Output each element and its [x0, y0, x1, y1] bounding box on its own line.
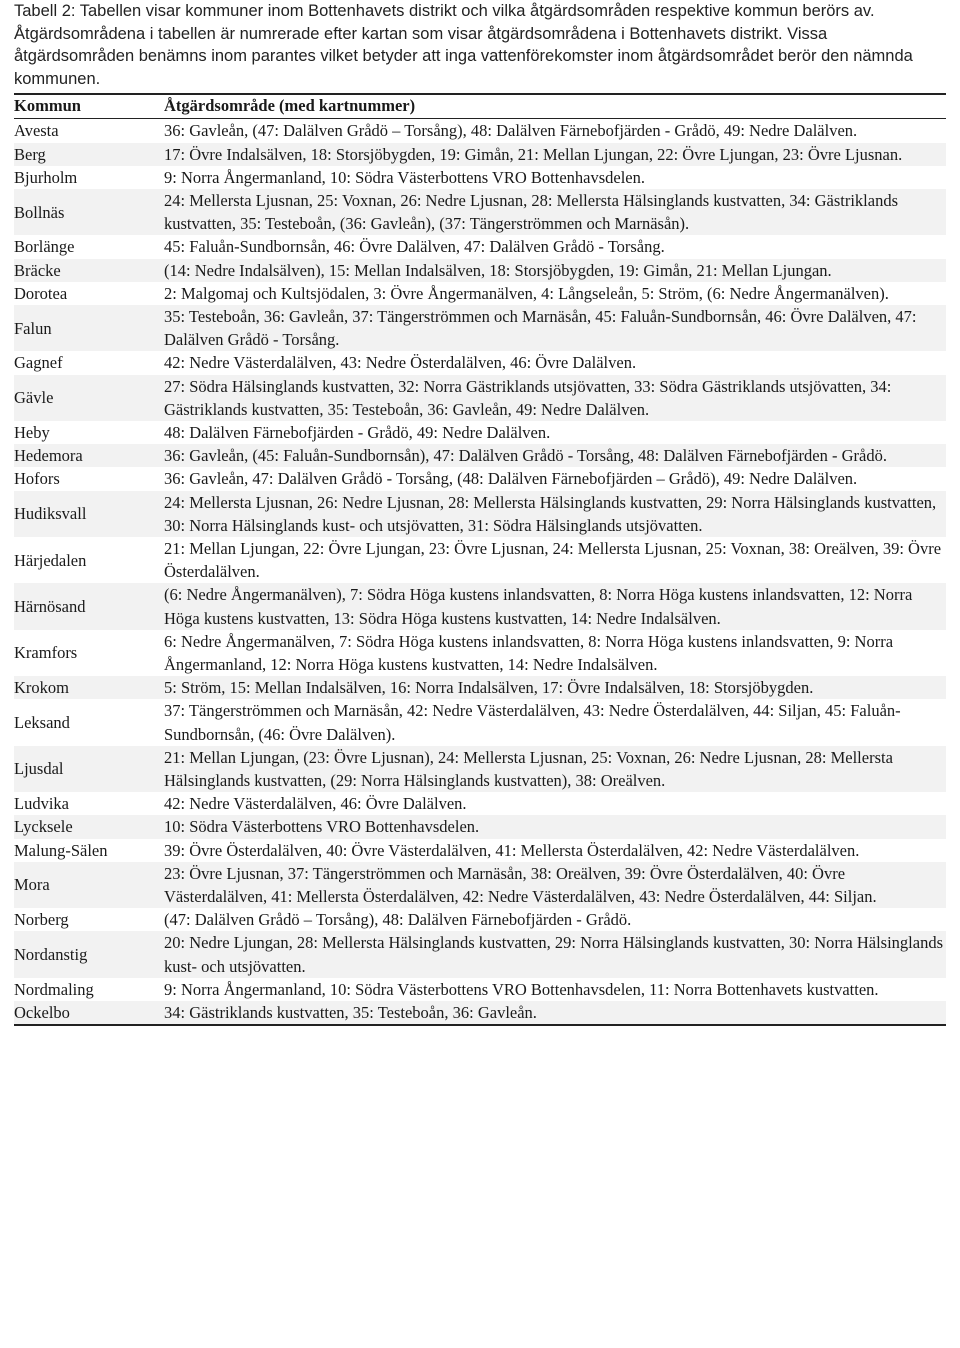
table-row	[14, 235, 946, 258]
atgardsomrade-cell: 37: Tängerströmmen och Marnäsån, 42: Nedre Västerdalälven, 43: Nedre Österdalälven, 44: Siljan, 45: Faluån-Sundbornsån, (46: Övre Dalälven).	[164, 701, 901, 744]
kommun-cell: Kramfors	[14, 643, 78, 663]
atgardsomrade-cell: 9: Norra Ångermanland, 10: Södra Västerbottens VRO Bottenhavsdelen, 11: Norra Bottenhavets kustvatten.	[164, 979, 879, 999]
kommun-cell: Leksand	[14, 713, 70, 733]
atgardsomrade-cell: 35: Testeboån, 36: Gavleån, 37: Tängerströmmen och Marnäsån, 45: Faluån-Sundbornsån, 46: Övre Dalälven, 47: Dalälven Grådö - Torsång.	[164, 305, 946, 351]
table-row	[14, 978, 946, 1001]
table-header-row	[14, 94, 946, 119]
table-row	[14, 931, 946, 977]
kommun-cell: Gävle	[14, 375, 164, 421]
kommun-cell: Mora	[14, 862, 164, 908]
atgardsomrade-cell: 24: Mellersta Ljusnan, 25: Voxnan, 26: Nedre Ljusnan, 28: Mellersta Hälsinglands kustvatten, 34: Gästriklands kustvatten, 35: Testeboån, (36: Gavleån), (37: Tängerströmmen och Marnäsån).	[164, 189, 946, 235]
kommun-cell: Borlänge	[14, 237, 75, 257]
table-row	[14, 699, 946, 745]
atgardsomrade-cell: 39: Övre Österdalälven, 40: Övre Västerdalälven, 41: Mellersta Österdalälven, 42: Nedre Västerdalälven.	[164, 840, 860, 860]
kommun-cell: Heby	[14, 423, 50, 443]
atgardsomrade-cell: 21: Mellan Ljungan, (23: Övre Ljusnan), 24: Mellersta Ljusnan, 25: Voxnan, 26: Nedre Ljusnan, 28: Mellersta Hälsinglands kustvatten, (29: Norra Hälsinglands kustvatten), 38: Oreälven.	[164, 746, 946, 792]
kommun-cell: Härjedalen	[14, 550, 87, 570]
atgardsomrade-cell: (6: Nedre Ångermanälven), 7: Södra Höga kustens inlandsvatten, 8: Norra Höga kustens inlandsvatten, 12: Norra Höga kustens kustvatten, 13: Södra Höga kustens kustvatten, 14: Nedre Indalsälven.	[164, 583, 946, 629]
kommun-cell: Nordmaling	[14, 979, 94, 999]
atgardsomrade-cell: 10: Södra Västerbottens VRO Bottenhavsdelen.	[164, 815, 946, 838]
kommun-cell: Berg	[14, 143, 164, 166]
atgardsomrade-cell: 45: Faluån-Sundbornsån, 46: Övre Dalälven, 47: Dalälven Grådö - Torsång.	[164, 237, 665, 257]
table-row	[14, 491, 946, 537]
table-row	[14, 537, 946, 583]
atgardsomrade-cell: 21: Mellan Ljungan, 22: Övre Ljungan, 23: Övre Ljusnan, 24: Mellersta Ljusnan, 25: Voxnan, 38: Oreälven, 39: Övre Österdalälven.	[164, 539, 942, 582]
kommun-table	[14, 93, 946, 1026]
table-row	[14, 166, 946, 189]
atgardsomrade-cell: 42: Nedre Västerdalälven, 46: Övre Dalälven.	[164, 794, 467, 814]
atgardsomrade-cell: (47: Dalälven Grådö – Torsång), 48: Dalälven Färnebofjärden - Grådö.	[164, 910, 632, 930]
kommun-cell: Lycksele	[14, 815, 164, 838]
atgardsomrade-cell: 9: Norra Ångermanland, 10: Södra Västerbottens VRO Bottenhavsdelen.	[164, 167, 646, 187]
kommun-cell: Härnösand	[14, 583, 164, 629]
atgardsomrade-cell: 5: Ström, 15: Mellan Indalsälven, 16: Norra Indalsälven, 17: Övre Indalsälven, 18: Storsjöbygden.	[164, 676, 946, 699]
kommun-cell: Ljusdal	[14, 746, 164, 792]
atgardsomrade-cell: (14: Nedre Indalsälven), 15: Mellan Indalsälven, 18: Storsjöbygden, 19: Gimån, 21: Mellan Ljungan.	[164, 259, 946, 282]
table-row	[14, 839, 946, 862]
table-row	[14, 467, 946, 490]
atgardsomrade-cell: 20: Nedre Ljungan, 28: Mellersta Hälsinglands kustvatten, 29: Norra Hälsinglands kustvatten, 30: Norra Hälsinglands kust- och utsjövatten.	[164, 931, 946, 977]
atgardsomrade-cell: 48: Dalälven Färnebofjärden - Grådö, 49: Nedre Dalälven.	[164, 423, 551, 443]
kommun-cell: Bräcke	[14, 259, 164, 282]
kommun-cell: Avesta	[14, 121, 59, 141]
kommun-cell: Nordanstig	[14, 931, 164, 977]
table-row	[14, 746, 946, 792]
table-row	[14, 375, 946, 421]
kommun-cell: Falun	[14, 305, 164, 351]
table-row	[14, 862, 946, 908]
atgardsomrade-cell: 34: Gästriklands kustvatten, 35: Testeboån, 36: Gavleån.	[164, 1001, 946, 1025]
table-row	[14, 444, 946, 467]
kommun-cell: Bollnäs	[14, 189, 164, 235]
kommun-cell: Malung-Sälen	[14, 840, 108, 860]
table-row	[14, 259, 946, 282]
atgardsomrade-cell: 36: Gavleån, 47: Dalälven Grådö - Torsång, (48: Dalälven Färnebofjärden – Grådö), 49: Nedre Dalälven.	[164, 469, 858, 489]
table-row	[14, 305, 946, 351]
table-row	[14, 792, 946, 815]
kommun-cell: Norberg	[14, 910, 69, 930]
table-row	[14, 119, 946, 143]
kommun-cell: Dorotea	[14, 283, 68, 303]
table-row	[14, 421, 946, 444]
table-row	[14, 630, 946, 676]
table-row	[14, 143, 946, 166]
table-row	[14, 282, 946, 305]
atgardsomrade-cell: 36: Gavleån, (45: Faluån-Sundbornsån), 47: Dalälven Grådö - Torsång, 48: Dalälven Färnebofjärden - Grådö.	[164, 444, 946, 467]
atgardsomrade-cell: 42: Nedre Västerdalälven, 43: Nedre Österdalälven, 46: Övre Dalälven.	[164, 353, 637, 373]
header-atgardsomrade: Åtgärdsområde (med kartnummer)	[164, 96, 416, 116]
table-row	[14, 583, 946, 629]
kommun-cell: Ludvika	[14, 794, 69, 814]
table-row	[14, 815, 946, 838]
table-body	[14, 119, 946, 1025]
table-row	[14, 1001, 946, 1025]
kommun-cell: Krokom	[14, 676, 164, 699]
table-row	[14, 908, 946, 931]
kommun-cell: Hedemora	[14, 444, 164, 467]
atgardsomrade-cell: 27: Södra Hälsinglands kustvatten, 32: Norra Gästriklands utsjövatten, 33: Södra Gästriklands utsjövatten, 34: Gästriklands kustvatten, 35: Testeboån, 36: Gavleån, 49: Nedre Dalälven.	[164, 375, 946, 421]
kommun-cell: Hudiksvall	[14, 491, 164, 537]
table-caption: Tabell 2: Tabellen visar kommuner inom Bottenhavets distrikt och vilka åtgärdsområden respektive kommun berörs av. Åtgärdsområdena i tabellen är numrerade efter kartan som visar åtgärdsområdena i Bottenhavets distrikt. Vissa åtgärdsområden benämns inom parantes vilket betyder att inga vattenförekomster inom åtgärdsområdet berör den nämnda kommunen.	[14, 2, 913, 88]
atgardsomrade-cell: 6: Nedre Ångermanälven, 7: Södra Höga kustens inlandsvatten, 8: Norra Höga kustens inlandsvatten, 9: Norra Ångermanland, 12: Norra Höga kustens kustvatten, 14: Nedre Indalsälven.	[164, 631, 894, 675]
table-row	[14, 189, 946, 235]
table-row	[14, 351, 946, 374]
kommun-cell: Gagnef	[14, 353, 63, 373]
atgardsomrade-cell: 36: Gavleån, (47: Dalälven Grådö – Torsång), 48: Dalälven Färnebofjärden - Grådö, 49: Nedre Dalälven.	[164, 121, 858, 141]
atgardsomrade-cell: 2: Malgomaj och Kultsjödalen, 3: Övre Ångermanälven, 4: Långseleån, 5: Ström, (6: Nedre Ångermanälven).	[164, 283, 889, 303]
atgardsomrade-cell: 24: Mellersta Ljusnan, 26: Nedre Ljusnan, 28: Mellersta Hälsinglands kustvatten, 29: Norra Hälsinglands kustvatten, 30: Norra Hälsinglands kust- och utsjövatten, 31: Södra Hälsinglands utsjövatten.	[164, 491, 946, 537]
kommun-cell: Ockelbo	[14, 1001, 164, 1025]
atgardsomrade-cell: 17: Övre Indalsälven, 18: Storsjöbygden, 19: Gimån, 21: Mellan Ljungan, 22: Övre Ljungan, 23: Övre Ljusnan.	[164, 143, 946, 166]
kommun-cell: Hofors	[14, 469, 60, 489]
table-row	[14, 676, 946, 699]
atgardsomrade-cell: 23: Övre Ljusnan, 37: Tängerströmmen och Marnäsån, 38: Oreälven, 39: Övre Österdalälven, 40: Övre Västerdalälven, 41: Mellersta Österdalälven, 42: Nedre Västerdalälven, 43: Nedre Österdalälven, 44: Siljan.	[164, 862, 946, 908]
kommun-cell: Bjurholm	[14, 167, 78, 187]
header-kommun: Kommun	[14, 96, 81, 116]
